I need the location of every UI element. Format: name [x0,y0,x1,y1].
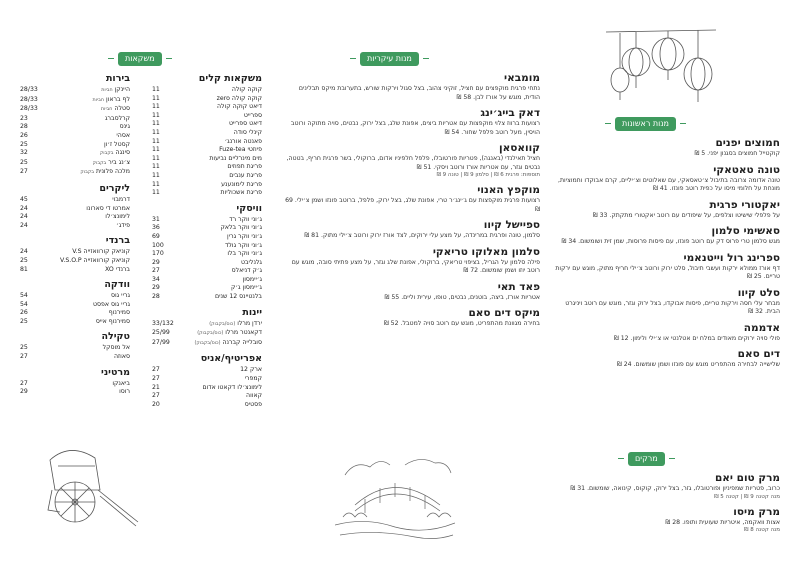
drink-name: קינלי סודה [233,128,262,136]
liqueur-list [20,196,130,230]
martini-title: מרטיני [101,366,130,378]
wine-title: יינות [242,306,262,318]
drink-price: 45 [20,195,28,203]
drink-price: 23 [20,114,28,122]
drink-name: ביאנקו [112,379,130,387]
drink-row [20,266,130,275]
drinks-column-b [20,68,130,397]
dish-name: מיקס דים סאם [468,307,540,319]
drink-name: ג׳ק דניאלס [231,267,262,275]
drink-price: 27/99 [152,338,170,346]
drink-price: 11 [152,154,160,162]
drink-price: 31 [152,215,160,223]
drink-price: 11 [152,103,160,111]
dish-description: רצועות ברווז צלוי מוקפצות עם אטריות ביצים, אפונת שלג, בצל ירוק, נבטים, סויה מתוקה ורוטב הויסין, מעל רוטב פלפל שחור. 54 ₪ [290,120,540,136]
drink-name: ג׳וני ווקר רד [229,215,262,223]
dish-name: יאקטורי פרגית [709,198,780,211]
dish-name: אדממה [743,321,780,334]
drink-name: ג׳וני ווקר בלו [227,250,262,258]
drink-note: חביות [100,107,113,113]
drink-price: 54 [20,300,28,308]
drink-name: סמירנוף [108,309,130,317]
drink-row [20,205,130,214]
mains-dish [285,184,540,214]
brandy-list [20,248,130,274]
drink-price: 29 [152,258,160,266]
lanterns-drawing [606,28,716,113]
drink-name: ספרייט [243,111,262,119]
drink-row [152,375,262,384]
drink-row [20,388,130,397]
drink-row [152,267,262,276]
drink-name: קוקה קולה zero [216,94,262,102]
drink-price: 25/99 [152,329,170,337]
drink-price: 27 [152,392,160,400]
drink-price: 11 [152,94,160,102]
tequila-title: טקילה [101,331,130,343]
drink-row [20,292,130,301]
dish-name: טונה טאטאקי [713,163,780,176]
drink-name: סינגה בקבוק [99,149,130,157]
drink-row [20,257,130,266]
drink-note: (כוס/בקבוק) [197,331,224,337]
drink-name: גינס [119,123,130,131]
drink-row [152,181,262,190]
drink-row [20,132,130,141]
drink-name: ג׳וני ווקר גרין [227,232,262,240]
drink-row [152,112,262,121]
drink-name: סאוזה [113,353,130,361]
drink-row [20,222,130,231]
drink-price: 21 [152,383,160,391]
soft-drinks-list [152,86,262,198]
aperitif-title: אפריטיף/אניס [200,353,262,365]
drink-name: ארק 12 [240,366,262,374]
drink-name: קאווה [246,392,262,400]
drink-price: 11 [152,146,160,154]
wine-list [152,320,262,349]
drink-price: 36 [152,224,160,232]
drink-row [152,120,262,129]
drink-row [152,366,262,375]
drink-row [152,242,262,251]
dish-description: על פלפלי שישיטו וצלפים, על שיפודים עם רוטב יאקטורי מתקתק. 33 ₪ [592,211,780,219]
drink-name: גלנליבט [240,258,262,266]
drink-price: 26 [20,309,28,317]
soups-dish [555,506,780,535]
drink-row [152,86,262,95]
drink-name: גריי גוס [110,292,130,300]
mains-header: מנות עיקריות [360,52,419,66]
dish-name: סאשימי סלמון [711,225,780,237]
drink-row [152,276,262,285]
starters-dish [555,348,780,370]
drink-name: קוניאק קורוואזייה V.S.O.P [59,256,130,264]
martini-list [20,380,130,397]
dish-note: מנה קטנה 9 ₪ | קטנה 5 ₪ [714,493,780,500]
drink-price: 24 [20,213,28,221]
drink-price: 28/33 [20,86,38,93]
dish-name: סלט קיוו [737,286,780,299]
drink-note: (כוס/בקבוק) [209,321,236,327]
drink-name: סובלייה קברנה (כוס/בקבוק) [194,338,262,346]
drink-name: קמפרי [244,375,262,383]
bridge-drawing [335,455,455,545]
drink-note: חביות [101,88,113,93]
mains-dish [285,307,540,329]
dish-description: מבחר עלי חסה וירקות טריים, פיסות אבוקדו, בצל ירוק וגזר, מוגש עם רוטב ויניגרט הבית. 32 ₪ [565,299,780,315]
dish-description: בחירה מגוונת מהתפריט, מוגש עם רוטב סויה למטבל. 52 ₪ [383,320,540,327]
drink-price: 26 [20,131,28,139]
drink-name: סמירנוף אייס [95,317,130,325]
drink-price: 11 [152,128,160,136]
drink-name: קוניאק קורוואזייה V.S [72,248,130,256]
drink-price: 25 [20,256,28,264]
drink-row [20,248,130,257]
starters-dish [555,322,780,344]
drink-price: 28/33 [20,95,38,103]
drink-name: דקאנטר מרלו (כוס/בקבוק) [197,329,262,337]
dish-description: חציל תאילנדי (באנגה), פטריות פורטובלו, פלפל חלפיניו אדום, ברוקולי, בשר פרגית חריף, בטטה, נבטים וגזר, עם אטריות אורז ורוטב ויסקי. 51 ₪ [286,155,540,171]
drink-price: 81 [20,265,28,273]
drink-price: 11 [152,163,160,171]
dish-note: תוספות: פרגית 6 ₪ | סלמון 9 ₪ | טונה 9 ₪ [436,172,540,178]
dish-name: מרק טום יאם [714,472,780,484]
drink-price: 11 [152,120,160,128]
drink-row [152,95,262,104]
drink-name: ירדן מרלו (כוס/בקבוק) [209,319,262,327]
drink-name: פריגת ענבים [229,171,262,179]
drink-name: פריגת אשכוליות [220,189,262,197]
drink-name: ג׳יימסון [242,275,262,283]
dish-description: אצות וואקמה, איטריות שעועית ותופו. 28 ₪ [665,518,780,526]
drink-name: קסטל ז׳ון [104,140,130,148]
drink-row [152,339,262,349]
drink-row [152,250,262,259]
dish-description: אטריות אורז, ביצה, בוטנים, נבטים, טופו, עירית וליים. 55 ₪ [384,293,540,301]
drink-row [152,259,262,268]
drink-price: 11 [152,111,160,119]
drink-row [152,224,262,233]
drink-row [20,380,130,389]
dish-name: קוואסאן [499,142,540,154]
drink-row [152,233,262,242]
drink-row [20,318,130,327]
drink-price: 29 [20,388,28,396]
drink-row [152,189,262,198]
drink-row [152,155,262,164]
drink-price: 11 [152,189,160,197]
dish-description: סלמון, טונה ופרגית במרינדה, על מצע עלי ירוקים, לצד אורז ירוק ורוטב צ׳ילי מתוק. 81 ₪ [304,232,540,239]
drink-row [20,309,130,318]
drink-row [20,301,130,310]
dish-name: מוקפץ האנוי [477,184,540,196]
drink-price: 27 [20,168,28,176]
drink-name: ברנדי XO [105,265,130,273]
drink-name: דיאט ספרייט [228,120,262,128]
drink-row [152,138,262,147]
drink-name: רוסו [119,388,130,396]
drink-note: חביות [92,97,104,103]
drink-note: בקבוק [80,170,95,176]
drink-note: בקבוק [92,160,107,166]
drink-name: היינקן חביות [101,86,130,93]
starters-dish [555,199,780,221]
mains-dish [285,219,540,241]
mains-dish [285,246,540,276]
drink-row [152,320,262,330]
dish-description: קוקטייל חמוצים בסגנון יפני. 5 ₪ [694,150,780,157]
drink-name: ג׳וני ווקר גולד [225,241,262,249]
soups-column [555,472,780,539]
drink-name: אל מוסקל [102,344,130,352]
drink-row [20,344,130,353]
drink-price: 24 [20,204,28,212]
drink-row [152,103,262,112]
dish-name: חמוצים יפנים [715,137,780,149]
dish-description: פולי סויה ירוקים מאודים במלח ים אטלנטי או צ׳ילי ולימון. 12 ₪ [613,334,780,342]
drink-row [152,172,262,181]
drink-name: לימונצ׳לו [105,213,130,221]
dish-description: כרוב, פטריות שמפיניון ופורטובלו, גזר, בצל ירוק, קוקוס, קינואה, שומשום. 31 ₪ [570,485,780,492]
mains-dish [285,142,540,179]
dish-description: נתחי פרגית מוקפצים עם חציל, זוקיני צהוב, בצל סגול וירקות שורש, בתערובת מיקס תבלינים הודית, מוגש על אורז לבן. 58 ₪ [298,85,540,101]
starters-dish [555,287,780,317]
dish-description: רצועות פרגית מוקפצות עם ג׳ינג׳ר טרי, אפונת שלג, בצל ירוק, פלפל, ברוטב פונזו ושמן צ׳ילי. 69 ₪ [285,197,540,213]
drink-price: 25 [20,344,28,352]
drink-name: סטלה חביות [100,105,130,113]
dish-name: ספרינג רול וייטנאמי [683,251,780,264]
drink-name: ג׳וני ווקר בלאק [220,224,262,232]
drink-price: 28 [20,123,28,131]
drink-price: 27 [20,353,28,361]
drink-name: לף בראון חביות [92,95,130,103]
drink-name: בלנטיינס 12 שנים [214,293,262,301]
dish-description: שלישייה לבחירה מהתפריט מוגש עם פונזו ושמן שומשום. 24 ₪ [616,361,780,368]
drink-price: 32 [20,149,28,157]
starters-dish [555,252,780,282]
drink-name: דרמבוי [112,195,130,203]
drink-row [20,105,130,115]
drink-price: 11 [152,86,160,93]
drink-name: אמרטו די סארונו [86,204,130,212]
drink-name: צ׳נג ביר בקבוק [92,158,130,166]
drink-name: מים מינרליים נביעות [209,154,262,162]
drink-note: בקבוק [99,151,114,157]
soups-header: מרקים [628,452,665,466]
vodka-list [20,292,130,326]
drink-row [20,123,130,132]
whisky-list [152,216,262,302]
drink-price: 24 [20,221,28,229]
drink-price: 69 [152,232,160,240]
drink-row [20,115,130,124]
drink-row [20,86,130,96]
drink-name: פריגת תפוזים [227,163,262,171]
drink-row [20,149,130,159]
drink-price: 25 [20,317,28,325]
drink-price: 34 [152,275,160,283]
drink-price: 25 [20,158,28,166]
drink-price: 27 [152,375,160,383]
drink-name: דיאט קוקה קולה [217,103,262,111]
drink-price: 24 [20,248,28,256]
drink-name: מלכה פלונית בקבוק [80,168,130,176]
drink-price: 29 [152,284,160,292]
drink-row [152,329,262,339]
drink-name: פריגת לימונענע [221,180,262,188]
dish-name: מרק מיסו [733,505,780,518]
drink-name: פסטיס [244,400,262,408]
dish-description: טונה אדומה צרובה בתיבול צ׳טאסאקי, עם שאלוטים וצ׳יליים, קרם אבוקדו וחמוציות, מונחת על חלומי מיסו על כפית רוטב פונזו. 41 ₪ [558,176,780,192]
lantern-string [606,30,716,32]
drink-row [20,168,130,178]
soups-dish [555,472,780,501]
liqueur-title: ליקרים [99,182,130,194]
drink-price: 33/132 [152,319,174,327]
drink-note: (כוס/בקבוק) [194,340,221,346]
drink-price: 20 [152,400,160,408]
drink-row [20,213,130,222]
drink-row [20,159,130,169]
mains-dish [285,107,540,137]
drink-price: 11 [152,180,160,188]
drink-row [152,163,262,172]
drink-name: ג׳יימסון ג׳ק [231,284,262,292]
drink-row [152,392,262,401]
drink-row [152,129,262,138]
beer-list [20,86,130,178]
drink-row [152,146,262,155]
drink-name: לימונצ׳לו דקאטו אדום [202,383,262,391]
rickshaw-drawing [40,440,140,530]
mains-dish [285,72,540,102]
drink-price: 100 [152,241,164,249]
drink-price: 28/33 [20,105,38,113]
dish-name: דאק בייג׳ינג [480,107,540,119]
drink-price: 25 [20,140,28,148]
dish-name: דים סאם [737,348,780,360]
soft-drinks-title: משקאות קלים [198,73,262,84]
drink-price: 27 [152,267,160,275]
starters-dish [555,225,780,247]
dish-description: דף אורז ממולא ירקות ועשבי תיבול, סלט ירוק ורוטב צ׳ילי חריף מתוק, מוגש עם ירקות טריים. 25 ₪ [555,264,780,280]
drink-row [20,141,130,150]
drink-price: 11 [152,171,160,179]
drink-row [152,401,262,410]
drink-price: 27 [20,379,28,387]
drink-price: 11 [152,137,160,145]
dish-description: מגש סלמון טרי פרוס דק עם רוטב פונזו, עם פיסות פרוסות, שמן זית ושומשום. 34 ₪ [561,238,780,245]
vodka-title: וודקה [104,279,130,291]
aperitif-list [152,366,262,409]
dish-description: פילה סלמון על הגריל, בציפוי טריאקי, ברוקולי, אפונת שלג וגזר, על מצע פתיתי סובה, מוגש עם רוטב יוזו ושמן שומשום. 72 ₪ [291,258,540,274]
drinks-header: משקאות [118,52,162,66]
drink-name: פיוזטי Fuze-tea [219,146,262,154]
drink-price: 170 [152,250,164,258]
drink-row [152,284,262,293]
dish-name: סלמון מאלוקו טריאקי [432,245,540,258]
tequila-list [20,344,130,361]
drink-row [20,96,130,106]
drink-name: קוקה קולה [231,86,262,93]
dish-note: מנה קטנה 8 ₪ [744,527,780,533]
dish-name: ספיישל קיוו [483,219,540,231]
starters-dish [555,164,780,194]
drink-price: 27 [152,366,160,374]
whisky-title: וויסקי [236,202,262,214]
drink-row [20,353,130,362]
drink-row [152,293,262,302]
starters-column [555,137,780,375]
drink-row [152,216,262,225]
starters-header: מנות ראשונות [615,117,676,131]
drink-price: 28 [152,293,160,301]
drink-row [20,196,130,205]
dish-name: מומבאי [504,72,540,84]
drink-name: פידג׳ [116,221,130,229]
mains-dish [285,281,540,303]
drink-row [152,384,262,393]
drink-name: פאנטה אורנג׳ [224,137,262,145]
drink-price: 54 [20,292,28,300]
drink-name: קרלסברג [104,114,130,122]
drink-name: גריי גוס אפסט [92,300,130,308]
brandy-title: ברנדי [105,235,130,247]
beer-title: בירות [105,73,130,84]
dish-name: פאד תאי [497,280,540,293]
drinks-column-a [152,68,262,409]
mains-column [285,72,540,334]
drink-name: אסהי [116,131,130,139]
starters-dish [555,137,780,159]
